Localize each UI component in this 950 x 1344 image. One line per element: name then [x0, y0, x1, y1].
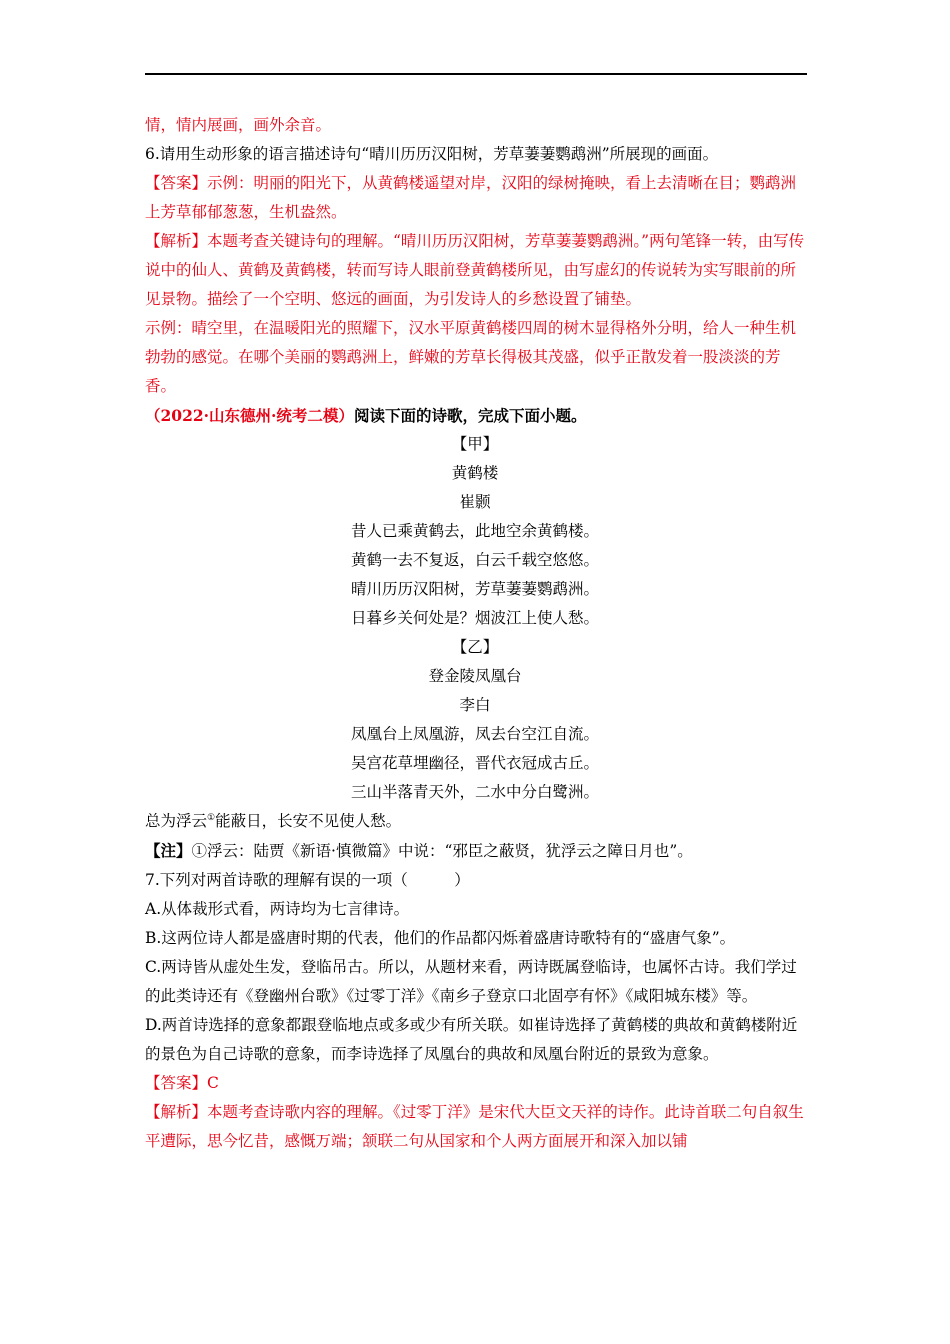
poem2-last-line-b: 能蔽日，长安不见使人愁。 — [215, 812, 402, 830]
poem1-line: 黄鹤一去不复返，白云千载空悠悠。 — [350, 551, 599, 569]
poem1-line: 昔人已乘黄鹤去，此地空余黄鹤楼。 — [350, 522, 599, 540]
question-7-analysis: 【解析】本题考查诗歌内容的理解。《过零丁洋》是宋代大臣文天祥的诗作。此诗首联二句自叙生平遭际，思今忆昔，感慨万端；颔联二句从国家和个人两方面展开和深入加以铺 — [145, 1103, 804, 1150]
poem2-last-line-a: 总为浮云 — [145, 812, 208, 830]
note-tag: 【注】 — [145, 841, 192, 860]
poem2-last-line — [145, 807, 805, 836]
poem2-line: 凤凰台上凤凰游，凤去台空江自流。 — [350, 725, 599, 743]
poem2-title: 登金陵凤凰台 — [428, 667, 522, 685]
poem1-author: 崔颢 — [459, 493, 491, 511]
question-7-option-a: A.从体裁形式看，两诗均为七言律诗。 — [145, 900, 410, 918]
paragraph-continued: 情，情内展画，画外余音。 — [145, 116, 332, 134]
question-6-analysis: 【解析】本题考查关键诗句的理解。“晴川历历汉阳树，芳草萋萋鹦鹉洲。”两句笔锋一转，由写传说中的仙人、黄鹤及黄鹤楼，转而写诗人眼前登黄鹤楼所见，由写虚幻的传说转为实写眼前的所见景物。描绘了一个空明、悠远的画面，为引发诗人的乡愁设置了铺垫。 — [145, 232, 805, 308]
note-line — [145, 836, 805, 866]
poem2-line: 吴宫花草埋幽径，晋代衣冠成古丘。 — [350, 754, 599, 772]
poem1-line: 晴川历历汉阳树，芳草萋萋鹦鹉洲。 — [350, 580, 599, 598]
question-7: 7.下列对两首诗歌的理解有误的一项（ ） — [145, 871, 470, 889]
source-instruction: 阅读下面的诗歌，完成下面小题。 — [353, 406, 587, 425]
question-7-option-d: D.两首诗选择的意象都跟登临地点或多或少有所关联。如崔诗选择了黄鹤楼的典故和黄鹤楼附近的景色为自己诗歌的意象，而李诗选择了凤凰台的典故和凤凰台附近的景致为意象。 — [145, 1016, 798, 1063]
header-rule — [145, 73, 807, 75]
note-text: ①浮云：陆贾《新语·慎微篇》中说：“邪臣之蔽贤，犹浮云之障日月也”。 — [191, 842, 693, 860]
footnote-marker: ① — [207, 812, 216, 823]
poem2-author: 李白 — [459, 696, 491, 714]
question-7-option-b: B.这两位诗人都是盛唐时期的代表，他们的作品都闪烁着盛唐诗歌特有的“盛唐气象”。 — [145, 929, 736, 947]
question-6-example: 示例：晴空里，在温暖阳光的照耀下，汉水平原黄鹤楼四周的树木显得格外分明，给人一种生机勃勃的感觉。在哪个美丽的鹦鹉洲上，鲜嫩的芳草长得极其茂盛，似乎正散发着一股淡淡的芳香。 — [145, 319, 797, 395]
poem1-line: 日暮乡关何处是？烟波江上使人愁。 — [350, 609, 599, 627]
question-7-option-c: C.两诗皆从虚处生发，登临吊古。所以，从题材来看，两诗既属登临诗，也属怀古诗。我们学过的此类诗还有《登幽州台歌》《过零丁洋》《南乡子登京口北固亭有怀》《咸阳城东楼》等。 — [145, 958, 797, 1005]
source-tag: （2022·山东德州·统考二模） — [145, 406, 354, 425]
poem2-line: 三山半落青天外，二水中分白鹭洲。 — [350, 783, 599, 801]
source-line — [145, 401, 805, 430]
document-body — [145, 111, 805, 1156]
question-7-answer: 【答案】C — [145, 1074, 219, 1092]
question-6: 6.请用生动形象的语言描述诗句“晴川历历汉阳树，芳草萋萋鹦鹉洲”所展现的画面。 — [145, 145, 719, 163]
poem2-marker: 【乙】 — [451, 638, 499, 656]
poem1-title: 黄鹤楼 — [451, 464, 499, 482]
question-6-answer: 【答案】示例：明丽的阳光下，从黄鹤楼遥望对岸，汉阳的绿树掩映，看上去清晰在目；鹦鹉洲上芳草郁郁葱葱，生机盎然。 — [145, 174, 797, 221]
poem1-marker: 【甲】 — [451, 435, 499, 453]
